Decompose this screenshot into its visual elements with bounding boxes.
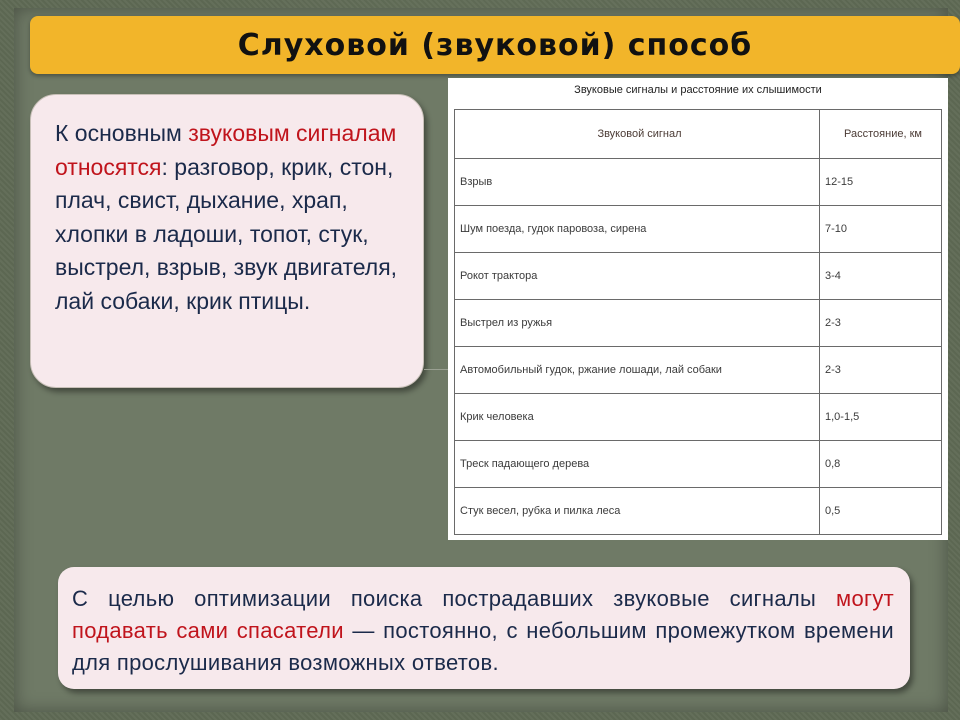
- note-text-start: С целью оптимизации поиска пострадавших звуковые сигналы: [72, 586, 837, 611]
- signals-text-end: : разговор, крик, стон, плач, свист, дыхание, храп, хлопки в ладоши, топот, стук, выстрел, взрыв, звук двигателя, лай собаки, крик птицы.: [55, 153, 398, 314]
- signals-text-start: К основным: [55, 120, 189, 146]
- table-row: [455, 159, 942, 206]
- table-row: [455, 300, 942, 347]
- cell-signal: Шум поезда, гудок паровоза, сирена: [455, 206, 820, 253]
- signals-text-highlight: звуковым сигналам относятся: [55, 120, 397, 180]
- cell-signal: Выстрел из ружья: [455, 300, 820, 347]
- table-header-row: [455, 110, 942, 159]
- header-distance: Расстояние, км: [820, 110, 942, 159]
- table-row: [455, 206, 942, 253]
- cell-distance: 7-10: [820, 206, 942, 253]
- table-row: [455, 441, 942, 488]
- cell-distance: 2-3: [820, 300, 942, 347]
- cell-distance: 2-3: [820, 347, 942, 394]
- cell-distance: 0,8: [820, 441, 942, 488]
- cell-signal: Взрыв: [455, 159, 820, 206]
- cell-distance: 1,0-1,5: [820, 394, 942, 441]
- table-row: [455, 347, 942, 394]
- cell-signal: Рокот трактора: [455, 253, 820, 300]
- cell-distance: 12-15: [820, 159, 942, 206]
- title-bar: [30, 16, 960, 74]
- signals-table-figure: [448, 78, 948, 540]
- signals-table: [454, 109, 942, 535]
- cell-distance: 3-4: [820, 253, 942, 300]
- slide-title: Слуховой (звуковой) способ: [237, 27, 753, 63]
- cell-signal: Автомобильный гудок, ржание лошади, лай собаки: [455, 347, 820, 394]
- cell-signal: Крик человека: [455, 394, 820, 441]
- rescuers-note-box: [58, 567, 910, 689]
- header-signal: Звуковой сигнал: [455, 110, 820, 159]
- connector-line: [424, 369, 450, 370]
- table-row: [455, 253, 942, 300]
- note-text-end: — постоянно, с небольшим промежутком времени для прослушивания возможных ответов.: [72, 618, 894, 675]
- cell-signal: Стук весел, рубка и пилка леса: [455, 488, 820, 535]
- rescuers-note-text: [72, 583, 894, 679]
- table-row: [455, 394, 942, 441]
- table-row: [455, 488, 942, 535]
- signals-list-box: [30, 94, 424, 388]
- table-caption: Звуковые сигналы и расстояние их слышимости: [574, 84, 822, 96]
- cell-distance: 0,5: [820, 488, 942, 535]
- note-text-highlight: могут подавать сами спасатели: [72, 586, 894, 643]
- cell-signal: Треск падающего дерева: [455, 441, 820, 488]
- signals-list-text: [55, 117, 403, 318]
